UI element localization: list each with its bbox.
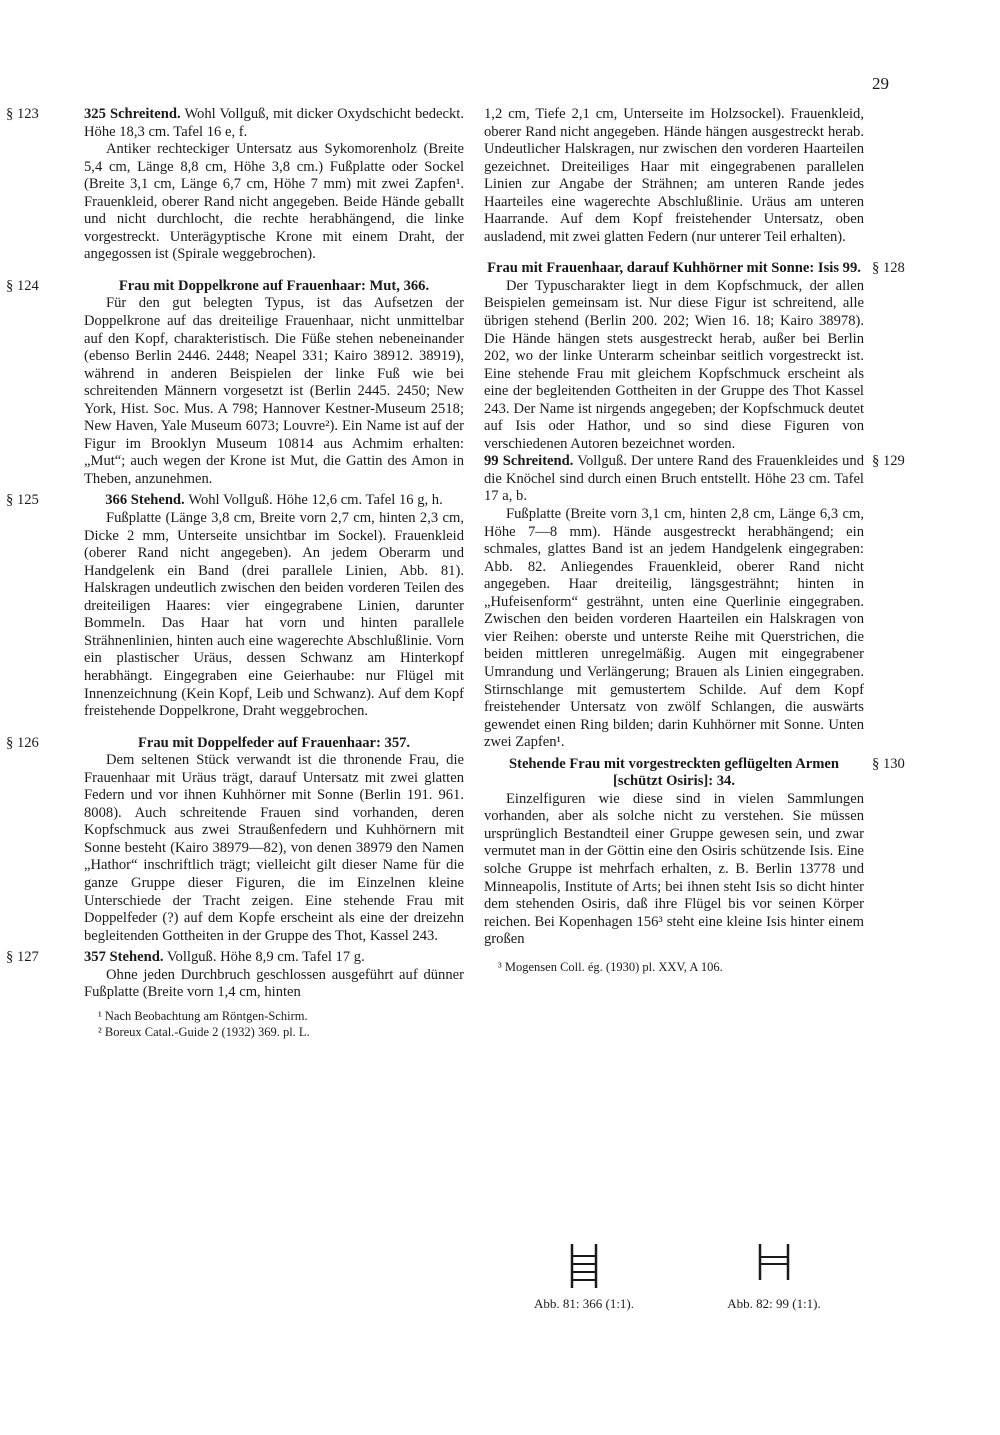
section-heading-s130: [484, 755, 905, 791]
paragraph: Ohne jeden Durchbruch geschlossen ausgeführt auf dünner Fußplatte (Breite vorn 1,4 cm, hinten: [84, 966, 464, 1001]
page-number: 29: [872, 74, 889, 93]
continuation-paragraph: 1,2 cm, Tiefe 2,1 cm, Unterseite im Holzsockel). Frauenkleid, oberer Rand nicht angegeben. Hände hängen ausgestreckt herab. Undeutlicher Halskragen, nur zwischen den vorderen Haarteilen gezeichnet. Dreiteiliges Haar mit eingegrabenen parallelen Linien zur Angabe der Strähnen; am unteren Rande jedes Haarteiles eine wagerechte Abschlußlinie. Uräus am unteren Haarrande. Auf dem Kopf freistehender Untersatz, oben ausladend, mit zwei glatten Federn (nur unterer Teil erhalten).: [484, 106, 864, 245]
object-number: 366: [105, 492, 128, 509]
paragraph: Fußplatte (Breite vorn 3,1 cm, hinten 2,8 cm, Länge 6,3 cm, Höhe 7—8 mm). Hände ausgestreckt herabhängend; ein schmales, glattes Band ist an jedem Handgelenk eingegraben: Abb. 82. Anliegendes Frauenkleid, oberer Rand nicht angegeben. Haar dreiteilig, längsgesträhnt; hinten in „Hufeisenform“ gesträhnt, unten eine Querlinie eingegraben. Zwischen den beiden vorderen Haarteilen ein Halskragen von vier Reihen: oberste und unterste Reihe mit Querstrichen, die beiden mittleren unregelmäßig. Augen mit eingegrabener Umrandung und Verlängerung; Brauen als Linien eingegraben. Stirnschlange mit gemustertem Schilde. Auf dem Kopf freistehender Untersatz von zwölf Schlangen, die auswärts gewendet einen Ring bilden; darin Kuhhörner mit Sonne. Unten zwei Zapfen¹.: [484, 506, 864, 751]
section-heading-s124: [6, 277, 464, 296]
entry-text: Vollguß. Der untere Rand des Frauenkleides und die Knöchel sind durch einen Bruch entstellt. Höhe 23 cm. Tafel 17 a, b.: [484, 453, 865, 505]
section-heading-s128: [484, 260, 905, 278]
paragraph: Einzelfiguren wie diese sind in vielen Sammlungen vorhanden, aber als solche nicht zu verstehen. Sie müssen ursprünglich Bestandteil einer Gruppe gewesen sein, und zwar vermutet man in der Göttin eine den Osiris schützende Isis. Eine solche Gruppe ist mehrfach erhalten, z. B. Berlin 13778 und Minneapolis, Institute of Arts; bei ihnen steht Isis so dicht hinter dem stehenden Osiris, daß ihre Flügel bis vor seinen Körper reichen. Bei Kopenhagen 156³ steht eine kleine Isis hinter einem großen: [484, 790, 864, 948]
paragraph: Dem seltenen Stück verwandt ist die thronende Frau, die Frauenhaar mit Uräus trägt, darauf Untersatz mit zwei glatten Federn und vor ihnen Kuhhörner mit Sonne (Berlin 191. 961. 8008). Auch schreitende Frauen sind vorhanden, deren Kopfschmuck aus zwei Straußenfedern und Kuhhörnern mit Sonne besteht (Kairo 38979—82), von denen 38979 den Namen „Hathor“ inschriftlich trägt; vielleicht gilt dieser Name für die ganze Gruppe dieser Figuren, die im Einzelnen kleine Unterschiede der Tracht zeigen. Eine stehende Frau mit Doppelfeder (?) auf dem Kopfe erscheint als eine der dreizehn begleitenden Gottheiten in der Gruppe des Thot, Kassel 243.: [84, 752, 464, 944]
section-number: § 126: [6, 734, 39, 751]
heading-text: Frau mit Doppelkrone auf Frauenhaar: Mut, 366.: [118, 277, 430, 294]
section-number: § 127: [6, 949, 39, 966]
section-number: § 129: [872, 453, 905, 470]
section-number: § 124: [6, 277, 39, 294]
heading-text: Frau mit Doppelfeder auf Frauenhaar: 357.: [137, 734, 411, 751]
entry-text: Wohl Vollguß, mit dicker Oxydschicht bedeckt. Höhe 18,3 cm. Tafel 16 e, f.: [84, 106, 464, 140]
entry-title: Schreitend.: [502, 453, 574, 470]
object-number: 357: [84, 949, 106, 966]
figure-caption: Abb. 81: 366 (1:1).: [533, 1296, 635, 1311]
section-heading-s125: [6, 492, 464, 510]
footnote-2: ² Boreux Catal.-Guide 2 (1932) 369. pl. L.: [98, 1024, 310, 1039]
footnote-3: ³ Mogensen Coll. ég. (1930) pl. XXV, A 106.: [498, 959, 723, 974]
footnotes: [484, 959, 864, 975]
section-number: § 130: [872, 755, 905, 772]
footnotes: [84, 1008, 464, 1040]
entry-s123: [6, 106, 464, 141]
entry-text: Wohl Vollguß. Höhe 12,6 cm. Tafel 16 g, h.: [188, 492, 443, 509]
section-heading-s126: [6, 734, 464, 753]
wristband-drawing: [704, 1242, 844, 1292]
entry-title: Schreitend.: [109, 106, 181, 122]
section-number: § 128: [872, 260, 905, 277]
armband-three-lines-icon: [564, 1242, 604, 1290]
figures: [484, 1242, 904, 1322]
object-number: 325: [84, 106, 106, 122]
entry-title: Stehend.: [109, 949, 164, 966]
figure-82: [704, 1242, 844, 1312]
left-column: [6, 106, 464, 1040]
heading-text: Stehende Frau mit vorgestreckten geflügelten Armen [schützt Osiris]: 34.: [508, 755, 840, 790]
paragraph: Für den gut belegten Typus, ist das Aufsetzen der Doppelkrone auf das dreiteilige Frauenhaar, nicht unmittelbar auf den Kopf, charakteristisch. Die Füße stehen nebeneinander (ebenso Berlin 2446. 2448; Neapel 331; Kairo 38912. 38919), während in anderen Beispielen der linke Fuß wie bei schreitenden Männern vorgesetzt ist (Berlin 2445. 2450; New York, Hist. Soc. Mus. A 798; Hannover Kestner-Museum 2518; New Haven, Yale Museum 6073; Louvre²). Ein Name ist auf der Figur im Brooklyn Museum 10814 aus Achmim erhalten: „Mut“; auch wegen der Krone ist Mut, die Gattin des Amon in Theben, anzunehmen.: [84, 295, 464, 487]
object-number: 99: [484, 453, 499, 470]
entry-s129: [484, 453, 905, 506]
right-column: [484, 106, 905, 975]
section-number: § 123: [6, 106, 39, 122]
paragraph: Fußplatte (Länge 3,8 cm, Breite vorn 2,7 cm, hinten 2,3 cm, Dicke 2 mm, Unterseite unsichtbar im Sockel). Frauenkleid (oberer Rand nicht angegeben). An jedem Oberarm und Handgelenk ein Band (drei parallele Linien, Abb. 81). Halskragen undeutlich zwischen den beiden vorderen Teilen des dreiteiligen Haares: vier eingegrabene Linien, darunter Bommeln. Das Haar hat vorn und hinten parallele Strähnenlinien, hinten auch eine wagerechte Abschlußlinie. Vorn ein plastischer Uräus, dessen Schwanz am Hinterkopf herabhängt. Eingegraben eine Geierhaube: nur Flügel mit Innenzeichnung (Kein Kopf, Leib und Schwanz). Auf dem Kopf freistehende Doppelkrone, Draht weggebrochen.: [84, 510, 464, 720]
paragraph: Antiker rechteckiger Untersatz aus Sykomorenholz (Breite 5,4 cm, Länge 8,8 cm, Höhe 3,8 cm.) Fußplatte oder Sockel (Breite 3,1 cm, Länge 6,7 cm, Höhe 7 mm) mit zwei Zapfen¹. Frauenkleid, oberer Rand nicht angegeben. Beide Hände geballt und nicht durchlocht, die rechte herabhängend, die linke vorgestreckt. Unterägyptische Krone mit einem Draht, der angegossen ist (Spirale weggebrochen).: [84, 141, 464, 263]
entry-s127: [6, 949, 464, 967]
entry-text: Vollguß. Höhe 8,9 cm. Tafel 17 g.: [166, 949, 365, 966]
armband-drawing: [524, 1242, 644, 1292]
footnote-1: ¹ Nach Beobachtung am Röntgen-Schirm.: [98, 1008, 308, 1023]
entry-title: Stehend.: [130, 492, 185, 509]
heading-text: Frau mit Frauenhaar, darauf Kuhhörner mit Sonne: Isis 99.: [487, 260, 861, 277]
paragraph: Der Typuscharakter liegt in dem Kopfschmuck, der allen Beispielen gemeinsam ist. Nur diese Figur ist schreitend, alle übrigen stehend (Berlin 200. 202; Wien 16. 18; Kairo 38978). Die Hände hängen stets ausgestreckt herab, außer bei Berlin 202, wo der linke Unterarm scheinbar seitlich vorgestreckt ist. Eine stehende Frau mit gleichem Kopfschmuck erscheint als eine der begleitenden Gottheiten in der Gruppe des Thot Kassel 243. Der Name ist nirgends angegeben; der Kopfschmuck deutet auf Isis oder Hathor, und so sind diese Figuren von verschiedenen Autoren bezeichnet worden.: [484, 277, 864, 452]
figure-81: [524, 1242, 644, 1312]
section-number: § 125: [6, 492, 39, 509]
wristband-band-icon: [752, 1242, 796, 1282]
figure-caption: Abb. 82: 99 (1:1).: [727, 1296, 821, 1311]
